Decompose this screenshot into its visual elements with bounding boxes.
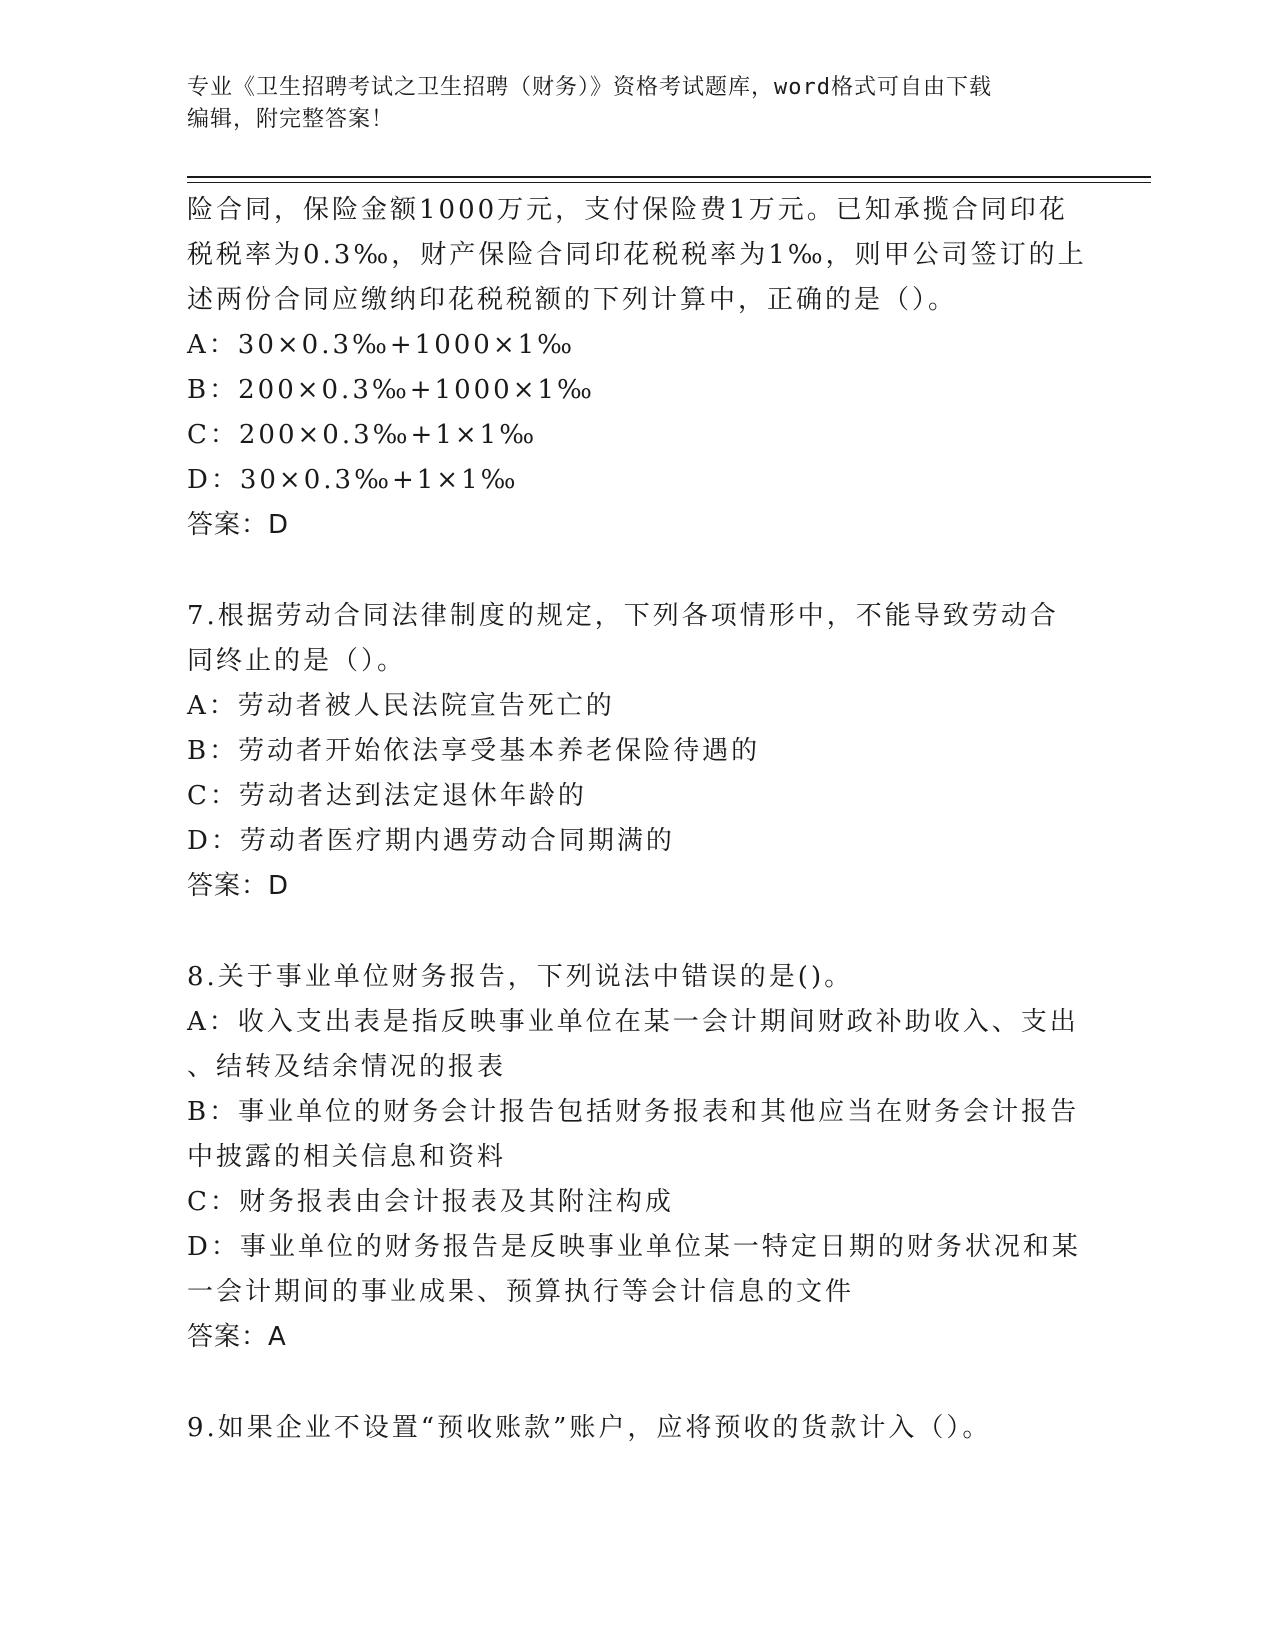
question-content <box>187 188 1087 1451</box>
question-8 <box>187 955 1081 1360</box>
option-a-continued: 、结转及结余情况的报表 <box>187 1052 507 1082</box>
option-c: C：财务报表由会计报表及其附注构成 <box>187 1187 674 1217</box>
question-stem-line: 述两份合同应缴纳印花税税额的下列计算中，正确的是（）。 <box>187 285 958 315</box>
question-7 <box>187 594 1077 909</box>
answer-label: 答案：A <box>187 1322 287 1352</box>
question-stem-line: 9.如果企业不设置“预收账款”账户，应将预收的货款计入（）。 <box>187 1413 992 1443</box>
question-9 <box>187 1406 1077 1451</box>
option-b: B：劳动者开始依法享受基本养老保险待遇的 <box>187 736 761 766</box>
page-header <box>187 72 1067 136</box>
header-rule-thick <box>187 176 1151 178</box>
question-stem-line: 7.根据劳动合同法律制度的规定，下列各项情形中，不能导致劳动合 <box>187 601 1059 631</box>
option-a: A：收入支出表是指反映事业单位在某一会计期间财政补助收入、支出 <box>187 1007 1079 1037</box>
option-c: C：200×0.3‰+1×1‰ <box>187 420 538 450</box>
option-d: D：劳动者医疗期内遇劳动合同期满的 <box>187 826 675 856</box>
answer-label: 答案：D <box>187 871 290 901</box>
option-b: B：200×0.3‰+1000×1‰ <box>187 375 595 405</box>
question-6 <box>187 188 1087 548</box>
option-d: D：30×0.3‰+1×1‰ <box>187 465 519 495</box>
option-b-continued: 中披露的相关信息和资料 <box>187 1142 507 1172</box>
header-line-2: 编辑，附完整答案！ <box>187 107 395 132</box>
option-a: A：30×0.3‰+1000×1‰ <box>187 330 576 360</box>
answer-label: 答案：D <box>187 510 290 540</box>
option-b: B：事业单位的财务会计报告包括财务报表和其他应当在财务会计报告 <box>187 1097 1080 1127</box>
question-stem-line: 税税率为0.3‰，财产保险合同印花税税率为1‰，则甲公司签订的上 <box>187 240 1087 270</box>
header-rule-thin <box>187 182 1151 183</box>
option-a: A：劳动者被人民法院宣告死亡的 <box>187 691 615 721</box>
question-stem-line: 8.关于事业单位财务报告，下列说法中错误的是()。 <box>187 962 854 992</box>
question-stem-line: 同终止的是（）。 <box>187 646 407 676</box>
option-c: C：劳动者达到法定退休年龄的 <box>187 781 587 811</box>
question-stem-line: 险合同，保险金额1000万元，支付保险费1万元。已知承揽合同印花 <box>187 195 1068 225</box>
header-line-1: 专业《卫生招聘考试之卫生招聘（财务）》资格考试题库，word格式可自由下载 <box>187 75 992 100</box>
option-d-continued: 一会计期间的事业成果、预算执行等会计信息的文件 <box>187 1277 855 1307</box>
option-d: D：事业单位的财务报告是反映事业单位某一特定日期的财务状况和某 <box>187 1232 1081 1262</box>
